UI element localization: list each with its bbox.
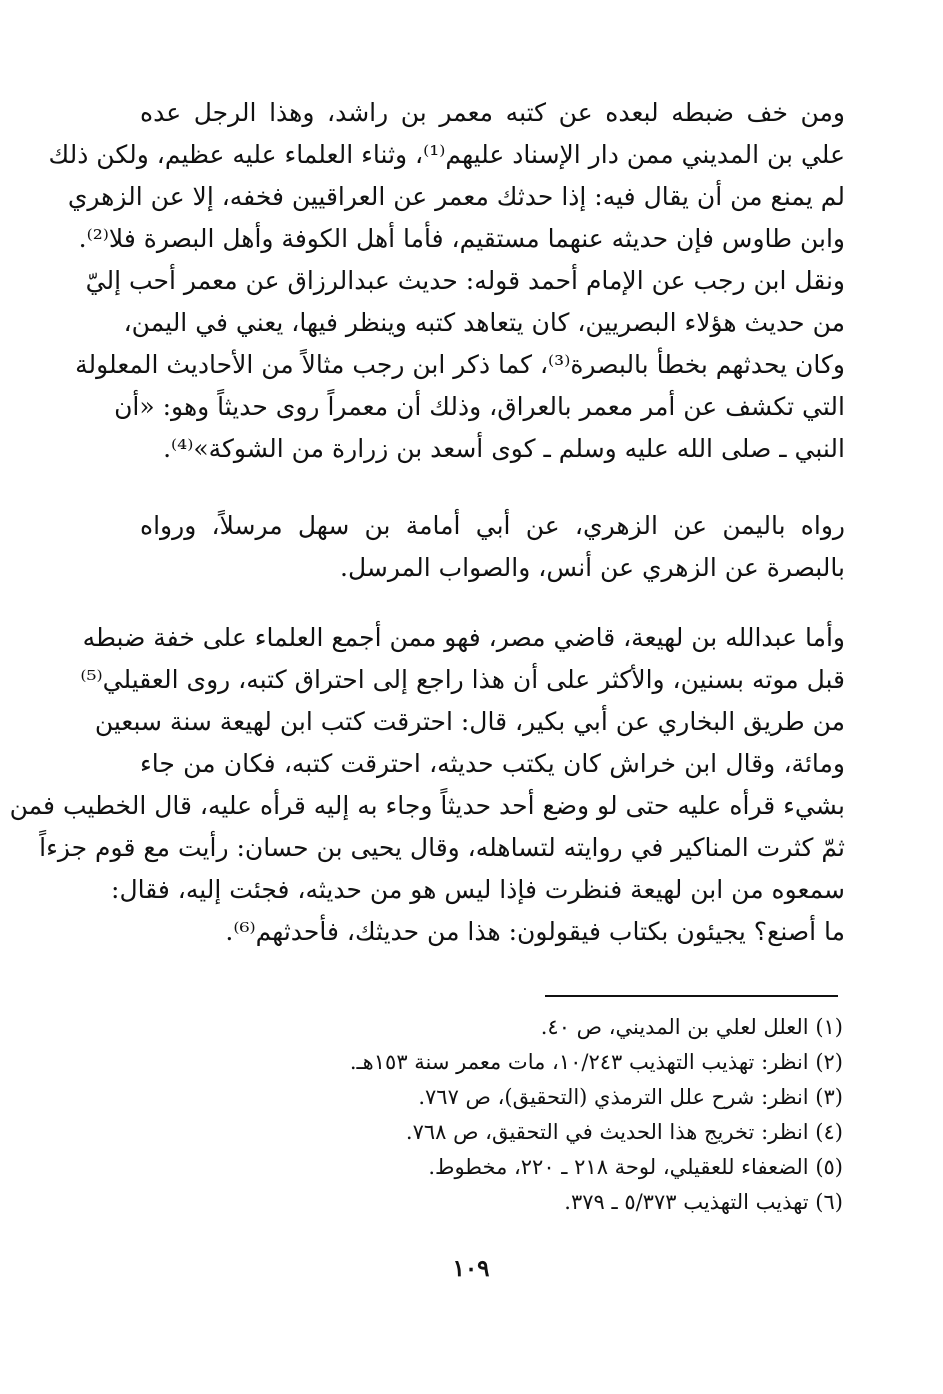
- paragraph-line: وأما عبدالله بن لهيعة، قاضي مصر، فهو ممن أجمع العلماء على خفة ضبطه: [82, 623, 845, 652]
- footnotes: [300, 1010, 843, 1220]
- paragraph-line: وكان يحدثهم بخطأ بالبصرة⁽³⁾، كما ذكر ابن رجب مثالاً من الأحاديث المعلولة: [75, 350, 845, 379]
- paragraph-line: لم يمنع من أن يقال فيه: إذا حدثك معمر عن العراقيين فخفه، إلا عن الزهري: [67, 182, 845, 211]
- paragraph-line: رواه باليمن عن الزهري، عن أبي أمامة بن سهل مرسلاً، ورواه: [140, 511, 845, 540]
- paragraph-1: [48, 92, 845, 470]
- paragraph-line: ومائة، وقال ابن خراش كان يكتب حديثه، احترقت كتبه، فكان من جاء: [140, 749, 845, 778]
- footnote-separator: [545, 995, 838, 997]
- footnote: (٦) تهذيب التهذيب ٥/٣٧٣ ـ ٣٧٩.: [564, 1190, 843, 1214]
- paragraph-line: بشيء قرأه عليه حتى لو وضع أحد حديثاً وجاء به إليه قرأه عليه، قال الخطيب فمن: [9, 791, 845, 820]
- paragraph-line: النبي ـ صلى الله عليه وسلم ـ كوى أسعد بن زرارة من الشوكة»⁽⁴⁾.: [163, 434, 845, 463]
- paragraph-line: بالبصرة عن الزهري عن أنس، والصواب المرسل.: [340, 553, 845, 582]
- footnote: (٥) الضعفاء للعقيلي، لوحة ٢١٨ ـ ٢٢٠، مخطوط.: [428, 1155, 843, 1179]
- paragraph-line: قبل موته بسنين، والأكثر على أن هذا راجع إلى احتراق كتبه، روى العقيلي⁽⁵⁾: [80, 665, 845, 694]
- footnote: (٣) انظر: شرح علل الترمذي (التحقيق)، ص ٧٦٧.: [418, 1085, 843, 1109]
- footnote: (٢) انظر: تهذيب التهذيب ١٠/٢٤٣، مات معمر سنة ١٥٣هـ.: [349, 1050, 843, 1074]
- paragraph-line: من طريق البخاري عن أبي بكير، قال: احترقت كتب ابن لهيعة سنة سبعين: [94, 707, 845, 736]
- paragraph-line: ما أصنع؟ يجيئون بكتاب فيقولون: هذا من حديثك، فأحدثهم⁽⁶⁾.: [225, 917, 845, 946]
- paragraph-line: التي تكشف عن أمر معمر بالعراق، وذلك أن معمراً روى حديثاً وهو: «أن: [114, 392, 845, 421]
- paragraph-line: وابن طاوس فإن حديثه عنهما مستقيم، فأما أهل الكوفة وأهل البصرة فلا⁽²⁾.: [78, 224, 845, 253]
- paragraph-line: ثمّ كثرت المناكير في روايته لتساهله، وقال يحيى بن حسان: رأيت مع قوم جزءاً: [39, 833, 845, 862]
- page-number: ١٠٩: [452, 1255, 490, 1282]
- paragraph-2: [140, 505, 845, 589]
- paragraph-line: علي بن المديني ممن دار الإسناد عليهم⁽¹⁾، وثناء العلماء عليه عظيم، ولكن ذلك: [48, 140, 845, 169]
- footnote: (٤) انظر: تخريج هذا الحديث في التحقيق، ص ٧٦٨.: [405, 1120, 843, 1144]
- footnote: (١) العلل لعلي بن المديني، ص ٤٠.: [540, 1015, 843, 1039]
- paragraph-line: ومن خف ضبطه لبعده عن كتبه معمر بن راشد، وهذا الرجل عده: [140, 98, 845, 127]
- paragraph-line: من حديث هؤلاء البصريين، كان يتعاهد كتبه وينظر فيها، يعني في اليمن،: [123, 308, 845, 337]
- paragraph-line: سمعوه من ابن لهيعة فنظرت فإذا ليس هو من حديثه، فجئت إليه، فقال:: [111, 875, 845, 904]
- paragraph-3: [9, 617, 845, 953]
- paragraph-line: ونقل ابن رجب عن الإمام أحمد قوله: حديث عبدالرزاق عن معمر أحب إليّ: [85, 266, 845, 295]
